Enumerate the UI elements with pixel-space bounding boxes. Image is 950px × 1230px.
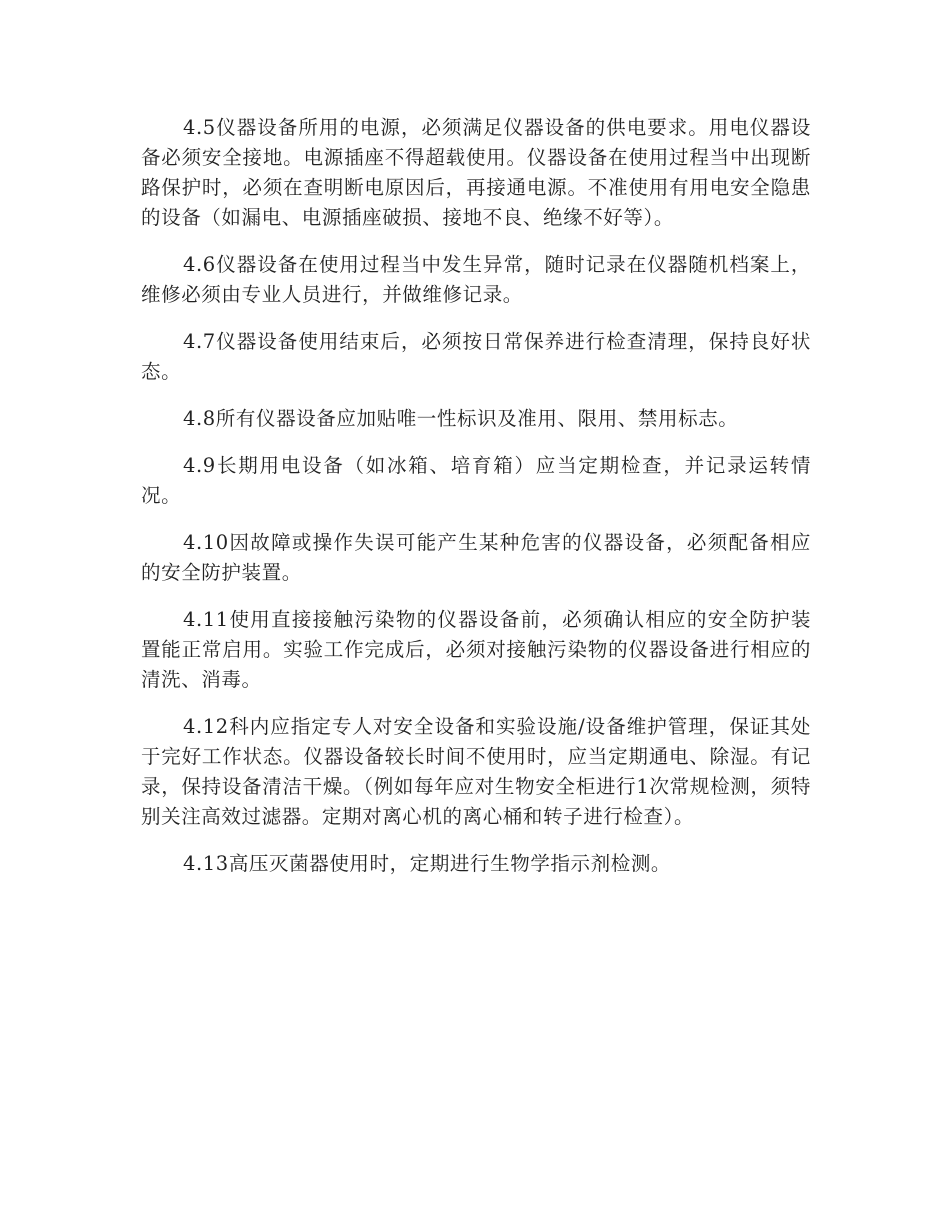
paragraph-4-8: 4.8所有仪器设备应加贴唯一性标识及准用、限用、禁用标志。	[183, 407, 739, 430]
paragraph-4-10: 4.10因故障或操作失误可能产生某种危害的仪器设备，必须配备相应的安全防护装置。	[141, 531, 811, 584]
paragraph-4-12: 4.12科内应指定专人对安全设备和实验设施/设备维护管理，保证其处于完好工作状态。仪器设备较长时间不使用时，应当定期通电、除湿。有记录，保持设备清洁干燥。（例如每年应对生物安全柜进行1次常规检测，须特别关注高效过滤器。定期对离心机的离心桶和转子进行检查）。	[141, 715, 811, 828]
paragraph-4-5: 4.5仪器设备所用的电源，必须满足仪器设备的供电要求。用电仪器设备必须安全接地。电源插座不得超载使用。仪器设备在使用过程当中出现断路保护时，必须在查明断电原因后，再接通电源。不准使用有用电安全隐患的设备（如漏电、电源插座破损、接地不良、绝缘不好等）。	[141, 116, 811, 229]
document-body	[141, 113, 811, 896]
paragraph-4-9: 4.9长期用电设备（如冰箱、培育箱）应当定期检查，并记录运转情况。	[141, 454, 811, 507]
paragraph-4-11: 4.11使用直接接触污染物的仪器设备前，必须确认相应的安全防护装置能正常启用。实验工作完成后，必须对接触污染物的仪器设备进行相应的清洗、消毒。	[141, 608, 811, 691]
paragraph-4-13: 4.13高压灭菌器使用时，定期进行生物学指示剂检测。	[183, 852, 672, 875]
paragraph-4-7: 4.7仪器设备使用结束后，必须按日常保养进行检查清理，保持良好状态。	[141, 330, 811, 383]
paragraph-4-6: 4.6仪器设备在使用过程当中发生异常，随时记录在仪器随机档案上，维修必须由专业人员进行，并做维修记录。	[141, 253, 811, 306]
